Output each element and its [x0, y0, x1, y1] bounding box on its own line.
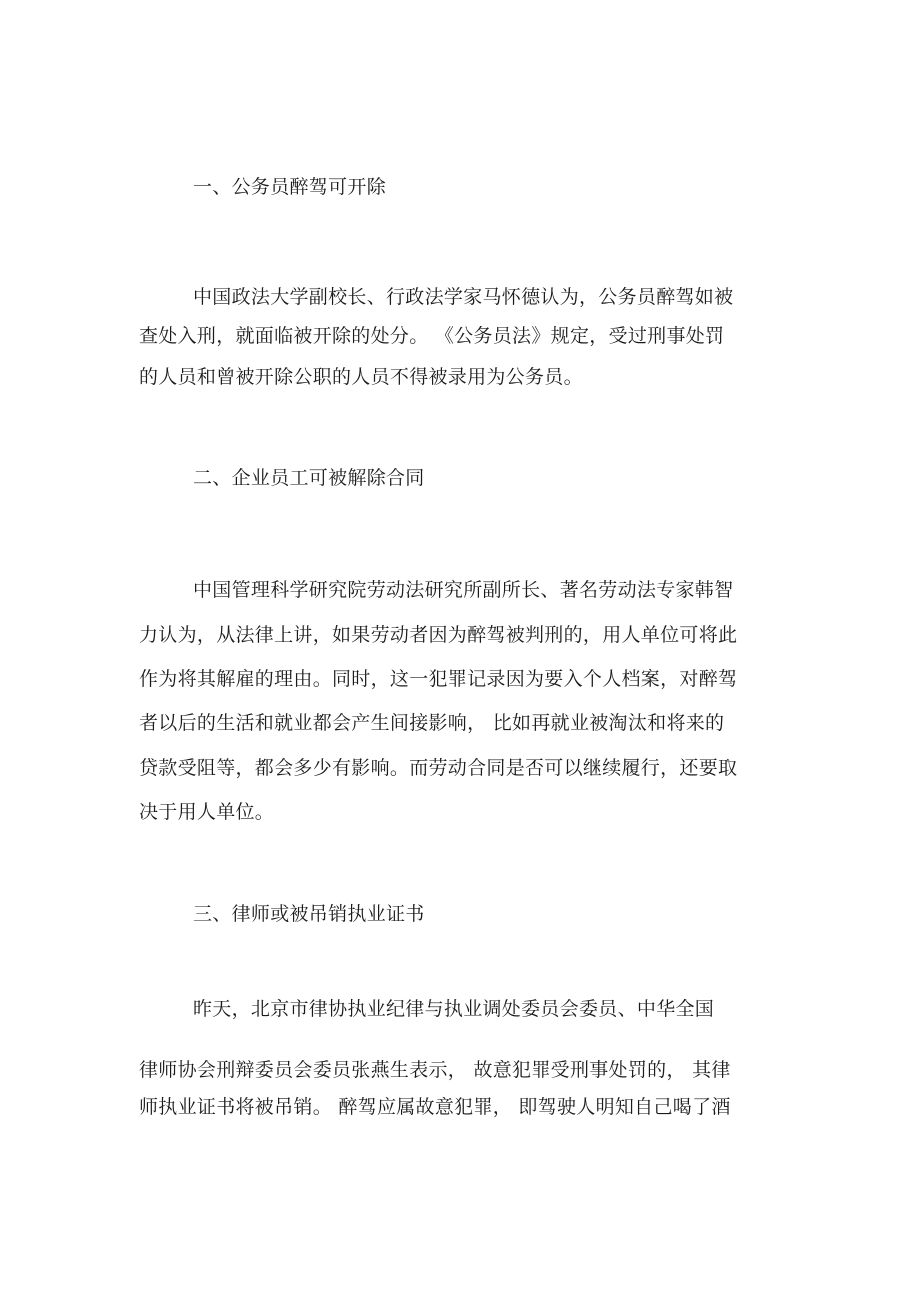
paragraph-2-line-5: 贷款受阻等，都会多少有影响。而劳动合同是否可以继续履行，还要取: [139, 757, 738, 779]
paragraph-3-line-3: 师执业证书将被吊销。 醉驾应属故意犯罪， 即驾驶人明知自己喝了酒: [139, 1096, 731, 1118]
paragraph-3-line-1: 昨天，北京市律协执业纪律与执业调处委员会委员、中华全国: [193, 998, 715, 1020]
paragraph-2-line-1: 中国管理科学研究院劳动法研究所副所长、著名劳动法专家韩智: [193, 579, 734, 601]
paragraph-2-line-6: 决于用人单位。: [139, 801, 275, 823]
section-heading-1: 一、公务员醉驾可开除: [193, 176, 387, 198]
paragraph-2-line-2: 力认为，从法律上讲，如果劳动者因为醉驾被判刑的，用人单位可将此: [139, 624, 738, 646]
paragraph-3-line-2: 律师协会刑辩委员会委员张燕生表示， 故意犯罪受刑事处罚的， 其律: [139, 1059, 731, 1081]
paragraph-1-line-1: 中国政法大学副校长、行政法学家马怀德认为，公务员醉驾如被: [193, 286, 734, 308]
section-heading-2: 二、企业员工可被解除合同: [193, 467, 425, 489]
paragraph-1-line-2: 查处入刑，就面临被开除的处分。 《公务员法》规定，受过刑事处罚: [139, 325, 725, 347]
paragraph-2-line-4: 者以后的生活和就业都会产生间接影响， 比如再就业被淘汰和将来的: [139, 712, 725, 734]
paragraph-1-line-3: 的人员和曾被开除公职的人员不得被录用为公务员。: [139, 366, 583, 388]
section-heading-3: 三、律师或被吊销执业证书: [193, 903, 425, 925]
paragraph-2-line-3: 作为将其解雇的理由。同时，这一犯罪记录因为要入个人档案，对醉驾: [139, 668, 738, 690]
